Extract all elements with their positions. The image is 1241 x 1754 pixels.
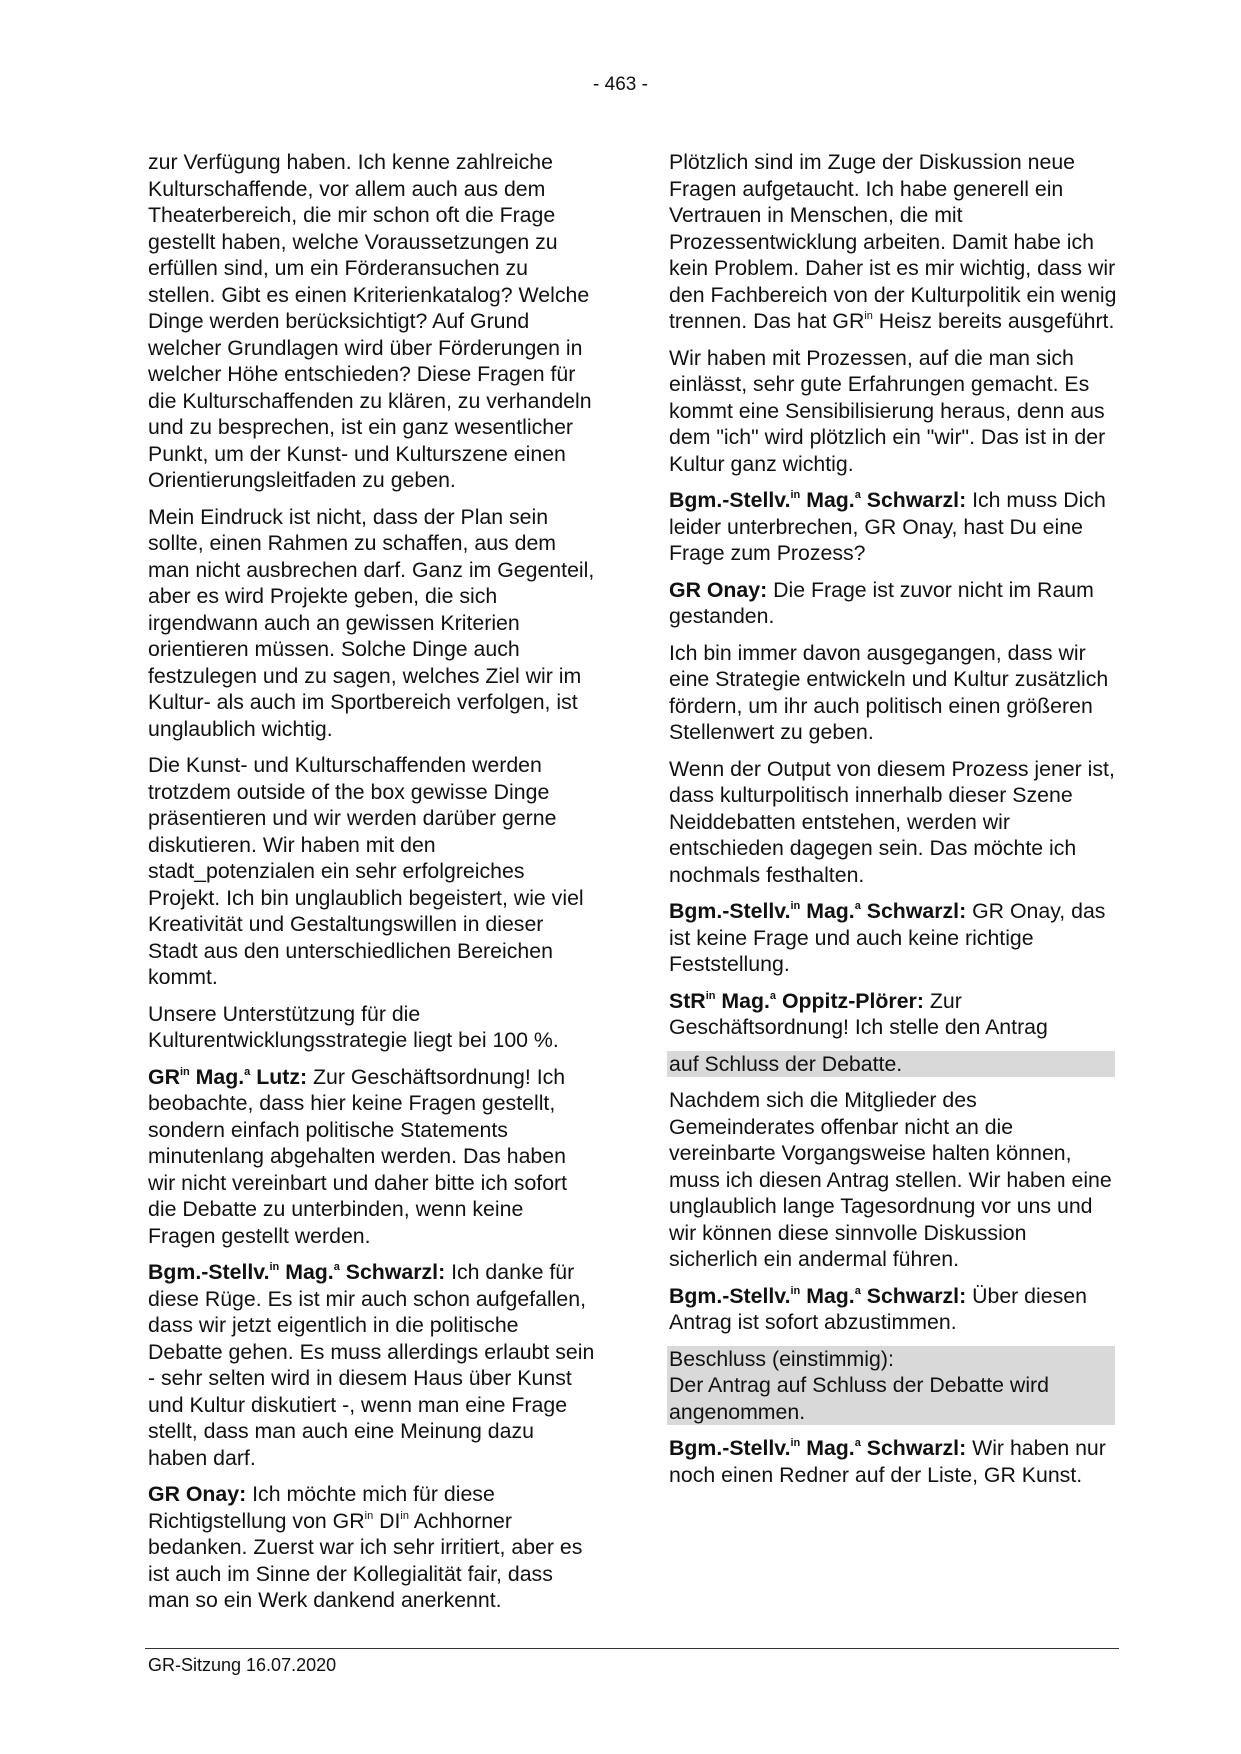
speech-text: Über diesen Antrag ist sofort abzustimmen. bbox=[669, 1283, 1087, 1334]
speaker-name: Bgm.-Stellv.$^{in}$ Mag.$^a$ Schwarzl: bbox=[148, 1260, 446, 1284]
speech-text: Zur Geschäftsordnung! Ich beobachte, dass hier keine Fragen gestellt, sondern einfach politische Statements minutenlang abgehalten werden. Das haben wir nicht vereinbart und daher bitte ich sofort die Debatte zu unterbinden, wenn keine Fragen gestellt werden. bbox=[148, 1064, 568, 1248]
footer-divider bbox=[145, 1648, 1119, 1649]
motion-text: auf Schluss der Debatte. bbox=[667, 1051, 1115, 1078]
speech-paragraph bbox=[669, 898, 1117, 978]
paragraph: Wenn der Output von diesem Prozess jener ist, dass kulturpolitisch innerhalb dieser Szene Neiddebatten entstehen, werden wir entschieden dagegen sein. Das möchte ich nochmals festhalten. bbox=[669, 756, 1115, 887]
speech-text: Zur Geschäftsordnung! Ich stelle den Antrag bbox=[669, 988, 1048, 1039]
speech-paragraph bbox=[669, 487, 1117, 567]
right-column bbox=[669, 149, 1117, 1498]
speech-paragraph bbox=[148, 1481, 596, 1614]
speech-text: Ich möchte mich für diese Richtigstellung von $GR^{in}$ $DI^{in}$ Achhorner bedanken. Zuerst war ich sehr irritiert, aber es ist auch im Sinne der Kollegialität fair, dass man so ein Werk dankend anerkennt. bbox=[148, 1482, 583, 1612]
speech-text: GR Onay, das ist keine Frage und auch keine richtige Feststellung. bbox=[669, 899, 1106, 976]
paragraph: Unsere Unterstützung für die Kulturentwicklungsstrategie liegt bei 100 %. bbox=[148, 1001, 559, 1052]
paragraph: Wir haben mit Prozessen, auf die man sich einlässt, sehr gute Erfahrungen gemacht. Es kommt eine Sensibilisierung heraus, denn aus dem "ich" wird plötzlich ein "wir". Das ist in der Kultur ganz wichtig. bbox=[669, 345, 1106, 476]
footer-text: GR-Sitzung 16.07.2020 bbox=[148, 1655, 337, 1675]
speech-paragraph bbox=[669, 1435, 1117, 1488]
speaker-name: Bgm.-Stellv.$^{in}$ Mag.$^a$ Schwarzl: bbox=[669, 1283, 967, 1308]
speech-paragraph bbox=[148, 1064, 596, 1250]
speech-paragraph bbox=[148, 1259, 596, 1471]
speaker-name: $GR^{in}$ Mag.$^a$ Lutz: bbox=[148, 1064, 308, 1089]
speaker-name: Bgm.-Stellv.$^{in}$ Mag.$^a$ Schwarzl: bbox=[669, 899, 967, 923]
page-number: - 463 - bbox=[593, 74, 648, 95]
paragraph: zur Verfügung haben. Ich kenne zahlreiche Kulturschaffende, vor allem auch aus dem Theaterbereich, die mir schon oft die Frage gestellt haben, welche Voraussetzungen zu erfüllen sind, um ein Förderansuchen zu stellen. Gibt es einen Kriterienkatalog? Welche Dinge werden berücksichtigt? Auf Grund welcher Grundlagen wird über Förderungen in welcher Höhe entschieden? Diese Fragen für die Kulturschaffenden zu klären, zu verhandeln und zu besprechen, ist ein ganz wesentlicher Punkt, um der Kunst- und Kulturszene einen Orientierungsleitfaden zu geben. bbox=[148, 150, 592, 492]
paragraph: Plötzlich sind im Zuge der Diskussion neue Fragen aufgetaucht. Ich habe generell ein Vertrauen in Menschen, die mit Prozessentwicklung arbeiten. Damit habe ich kein Problem. Daher ist es mir wichtig, dass wir den Fachbereich von der Kulturpolitik ein wenig trennen. Das hat $GR^{in}$ Heisz bereits ausgeführt. bbox=[669, 150, 1117, 333]
speech-paragraph bbox=[669, 577, 1117, 630]
speech-text: Ich muss Dich leider unterbrechen, GR Onay, hast Du eine Frage zum Prozess? bbox=[669, 488, 1106, 565]
resolution-heading: Beschluss (einstimmig): bbox=[667, 1346, 1115, 1373]
speech-text: Wir haben nur noch einen Redner auf der Liste, GR Kunst. bbox=[669, 1436, 1106, 1487]
speaker-name: GR Onay: bbox=[148, 1482, 247, 1506]
speech-text: Die Frage ist zuvor nicht im Raum gestanden. bbox=[669, 577, 1094, 628]
paragraph: Die Kunst- und Kulturschaffenden werden trotzdem outside of the box gewisse Dinge präsentieren und wir werden darüber gerne diskutieren. Wir haben mit den stadt_potenzialen ein sehr erfolgreiches Projekt. Ich bin unglaublich begeistert, wie viel Kreativität und Gestaltungswillen in dieser Stadt aus den unterschiedlichen Bereichen kommt. bbox=[148, 753, 584, 989]
speech-paragraph bbox=[669, 988, 1117, 1041]
paragraph: Mein Eindruck ist nicht, dass der Plan sein sollte, einen Rahmen zu schaffen, aus dem man nicht ausbrechen darf. Ganz im Gegenteil, aber es wird Projekte geben, die sich irgendwann auch an gewissen Kriterien orientieren müssen. Solche Dinge auch festzulegen und zu sagen, welches Ziel wir im Kultur- als auch im Sportbereich verfolgen, ist unglaublich wichtig. bbox=[148, 504, 595, 741]
speaker-name: Bgm.-Stellv.$^{in}$ Mag.$^a$ Schwarzl: bbox=[669, 488, 967, 512]
paragraph: Nachdem sich die Mitglieder des Gemeinderates offenbar nicht an die vereinbarte Vorgangsweise halten können, muss ich diesen Antrag stellen. Wir haben eine unglaublich lange Tagesordnung vor uns und wir können diese sinnvolle Diskussion sicherlich ein andermal führen. bbox=[669, 1088, 1112, 1271]
speaker-name: Bgm.-Stellv.$^{in}$ Mag.$^a$ Schwarzl: bbox=[669, 1436, 967, 1460]
speech-text: Ich danke für diese Rüge. Es ist mir auch schon aufgefallen, dass wir jetzt eigentlich in die politische Debatte gehen. Es muss allerdings erlaubt sein - sehr selten wird in diesem Haus über Kunst und Kultur diskutiert -, wenn man eine Frage stellt, dass man auch eine Meinung dazu haben darf. bbox=[148, 1260, 595, 1470]
speaker-name: GR Onay: bbox=[669, 577, 768, 602]
left-column bbox=[148, 149, 596, 1624]
resolution-text: Der Antrag auf Schluss der Debatte wird angenommen. bbox=[667, 1372, 1115, 1425]
paragraph: Ich bin immer davon ausgegangen, dass wir eine Strategie entwickeln und Kultur zusätzlich fördern, um ihr auch politisch einen größeren Stellenwert zu geben. bbox=[669, 640, 1109, 744]
speech-paragraph bbox=[669, 1283, 1117, 1336]
speaker-name: StR$^{in}$ Mag.$^a$ Oppitz-Plörer: bbox=[669, 988, 924, 1013]
